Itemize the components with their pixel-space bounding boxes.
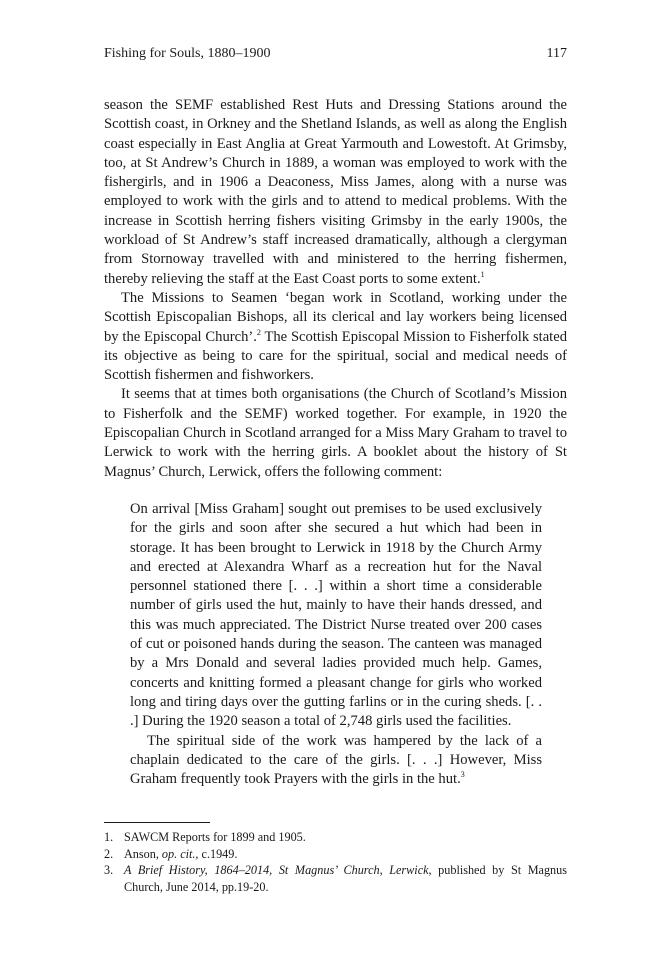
footnote-3: [104, 862, 567, 895]
footnote-italic: op. cit.,: [161, 846, 199, 861]
footnotes: [104, 829, 567, 895]
footnote-ref-2[interactable]: 2: [256, 327, 261, 337]
page-number: 117: [546, 46, 567, 61]
quote-paragraph-2-text: The spiritual side of the work was hampered by the lack of a chaplain dedicated to the care of the girls. [. . .] However, Miss Graham frequently took Prayers with the girls in the hut.: [130, 732, 542, 788]
quote-paragraph-2: [130, 732, 542, 790]
paragraph-1: [104, 96, 567, 289]
running-header: [104, 46, 567, 66]
running-title: Fishing for Souls, 1880–1900: [104, 46, 271, 61]
paragraph-2: [104, 289, 567, 385]
footnote-1: [104, 829, 567, 846]
paragraph-1-text: season the SEMF established Rest Huts and Dressing Stations around the Scottish coast, in Orkney and the Shetland Islands, as well as along the English coast especially in East Anglia at Great Yarmouth and Lowestoft. At Grimsby, too, at St Andrew’s Church in 1889, a woman was employed to work with the fishergirls, and in 1906 a Deaconess, Miss James, along with a nurse was employed to work with the girls and to attend to medical problems. With the increase in Scottish herring fishers visiting Grimsby in the early 1900s, the workload of St Andrew’s staff increased dramatically, although a clergyman from Stornoway travelled with and ministered to the herring fishermen, thereby relieving the staff at the East Coast ports to some extent.: [104, 97, 567, 287]
paragraph-2-text-a: The Missions to Seamen ‘began work in Scotland, working under the Scottish Episcopalian Bishops, all its clerical and lay workers being licensed by the Episcopal Church’.: [104, 289, 567, 345]
quote-paragraph-1: On arrival [Miss Graham] sought out premises to be used exclusively for the girls and soon after she secured a hut which had been in storage. It has been brought to Lerwick in 1918 by the Church Army and erected at Alexandra Wharf as a recreation hut for the Naval personnel stationed there [. . .] within a short time a considerable number of girls used the hut, mainly to have their hands dressed, and this was much appreciated. The District Nurse treated over 200 cases of cut or poisoned hands during the season. The canteen was managed by a Mrs Donald and several ladies provided much help. Games, concerts and knitting formed a pleasant change for girls who worked long and tiring days over the gutting farlins or in the curing sheds. [. . .] During the 1920 season a total of 2,748 girls used the facilities.: [130, 501, 542, 730]
footnote-ref-3[interactable]: 3: [460, 770, 465, 780]
footnote-2: [104, 846, 567, 863]
book-page: [104, 0, 567, 975]
footnote-number: 1.: [104, 830, 114, 844]
paragraph-3: [104, 385, 567, 481]
footnote-number: 2.: [104, 846, 114, 861]
block-quote: [130, 500, 542, 789]
main-text: [104, 96, 567, 482]
footnote-ref-1[interactable]: 1: [480, 269, 485, 279]
footnote-number: 3.: [104, 863, 114, 877]
footnote-rule: [104, 822, 210, 823]
footnote-text: Anson,: [124, 846, 162, 861]
footnote-text: SAWCM Reports for 1899 and 1905.: [124, 830, 306, 844]
paragraph-3-text: It seems that at times both organisations (the Church of Scotland’s Mission to Fisherfolk and the SEMF) worked together. For example, in 1920 the Episcopalian Church in Scotland arranged for a Miss Mary Graham to travel to Lerwick to work with the herring girls. A booklet about the history of St Magnus’ Church, Lerwick, offers the following comment:: [104, 386, 567, 480]
paragraph-2-text-b: The Scottish Episcopal Mission to Fisherfolk stated its objective as being to care for the spiritual, social and medical needs of Scottish fishermen and fishworkers.: [104, 328, 568, 384]
footnote-italic: A Brief History, 1864–2014, St Magnus’ Church, Lerwick: [124, 863, 429, 877]
footnote-text: c.1949.: [198, 846, 238, 861]
footnote-text: , published by St Magnus Church, June 2014, pp.19-20.: [124, 863, 567, 894]
